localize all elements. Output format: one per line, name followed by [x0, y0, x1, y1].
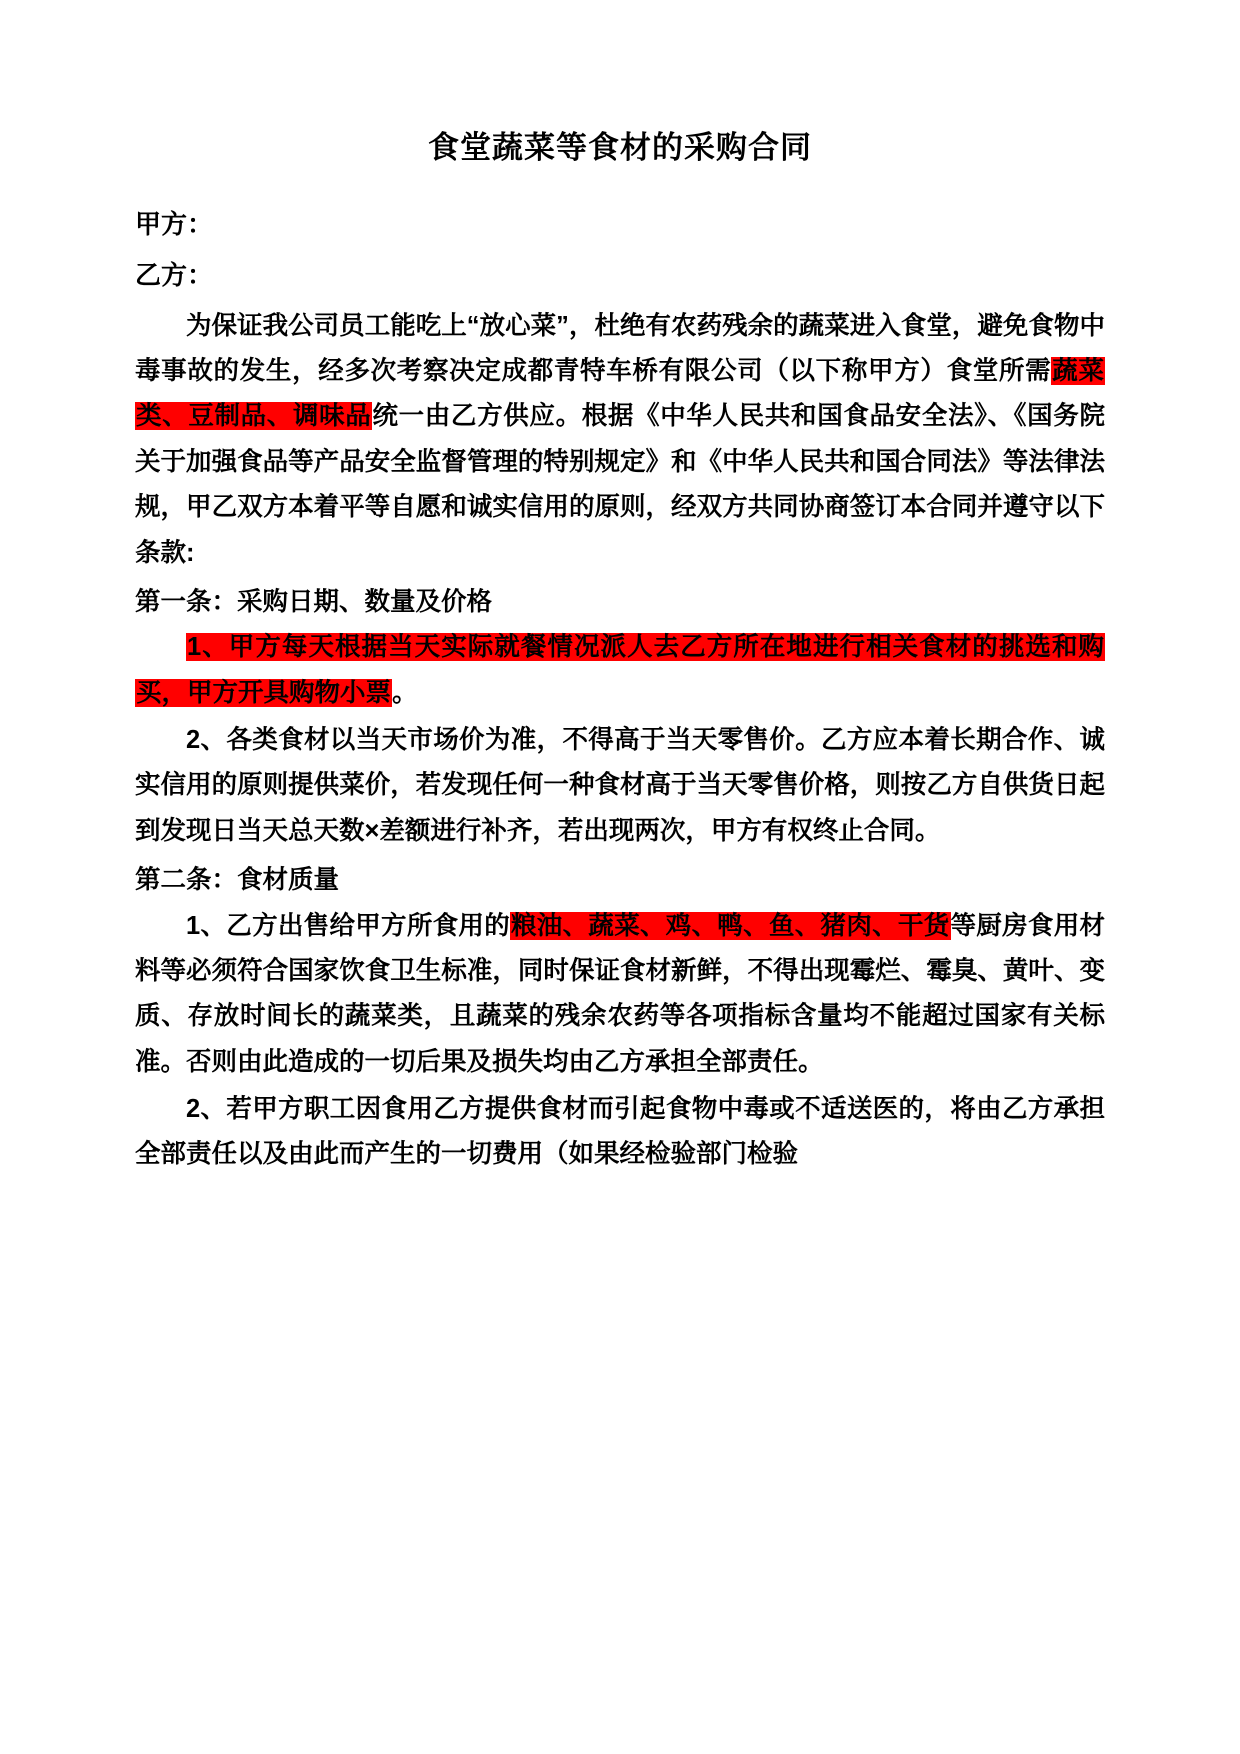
clause-2-item-1-highlight: 粮油、蔬菜、鸡、鸭、鱼、猪肉、干货	[511, 911, 950, 940]
clause-1-item-1-highlight: 1、甲方每天根据当天实际就餐情况派人去乙方所在地进行相关食材的挑选和购买，甲方开具购物小票	[136, 633, 1104, 707]
clause-2-item-1	[135, 904, 1105, 1086]
clause-2-item-2: 2、若甲方职工因食用乙方提供食材而引起食物中毒或不适送医的，将由乙方承担全部责任以及由此而产生的一切费用（如果经检验部门检验	[135, 1095, 1105, 1169]
preamble-part-2: 统一由乙方供应。根据《中华人民共和国食品安全法》、《国务院关于加强食品等产品安全监督管理的特别规定》和《中华人民共和国合同法》等法律法规，甲乙双方本着平等自愿和诚实信用的原则，经双方共同协商签订本合同并遵守以下条款:	[135, 402, 1105, 567]
clause-1-heading: 第一条：采购日期、数量及价格	[135, 587, 493, 616]
clause-1-item-1	[135, 625, 1105, 716]
preamble-part-1: 为保证我公司员工能吃上“放心菜”，杜绝有农药残余的蔬菜进入食堂，避免食物中毒事故的发生，经多次考察决定成都青特车桥有限公司（以下称甲方）食堂所需	[135, 311, 1105, 386]
party-b-label: 乙方：	[135, 260, 214, 291]
preamble-paragraph	[135, 304, 1105, 576]
clause-2-item-1-prefix: 1、乙方出售给甲方所食用的	[186, 911, 511, 940]
page-title: 食堂蔬菜等食材的采购合同	[428, 130, 812, 165]
clause-1-item-2: 2、各类食材以当天市场价为准，不得高于当天零售价。乙方应本着长期合作、诚实信用的原则提供菜价，若发现任何一种食材高于当天零售价格，则按乙方自供货日起到发现日当天总天数×差额进行补齐，若出现两次，甲方有权终止合同。	[135, 726, 1105, 845]
clause-2-item-1-suffix: 等厨房食用材料等必须符合国家饮食卫生标准，同时保证食材新鲜，不得出现霉烂、霉臭、黄叶、变质、存放时间长的蔬菜类，且蔬菜的残余农药等各项指标含量均不能超过国家有关标准。否则由此造成的一切后果及损失均由乙方承担全部责任。	[135, 911, 1105, 1076]
clause-2-heading: 第二条：食材质量	[135, 866, 340, 895]
preamble-highlight-goods: 蔬菜类、豆制品、调味品	[136, 357, 1104, 431]
clause-1-item-1-tail: 。	[392, 678, 418, 707]
party-a-label: 甲方：	[135, 209, 214, 240]
